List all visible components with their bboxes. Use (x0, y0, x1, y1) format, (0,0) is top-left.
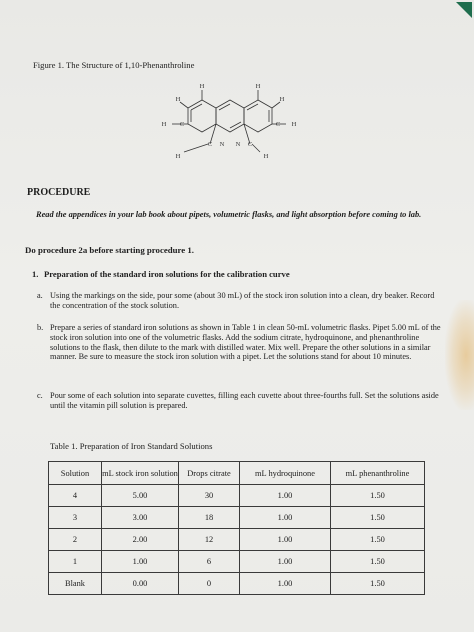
section-title: Preparation of the standard iron solutions for the calibration curve (44, 269, 290, 279)
atom-label: H (175, 96, 181, 103)
corner-triangle-mark (456, 2, 472, 18)
table-caption: Table 1. Preparation of Iron Standard Solutions (50, 441, 213, 451)
paper-stain (445, 300, 474, 410)
item-letter-a: a. (37, 291, 43, 300)
atom-label: C (179, 121, 185, 128)
table-cell: 18 (179, 507, 240, 529)
table-cell: 3.00 (102, 507, 179, 529)
table-row (49, 573, 425, 595)
table-cell: 1.00 (240, 507, 331, 529)
figure-caption: Figure 1. The Structure of 1,10-Phenanthroline (33, 60, 195, 70)
table-cell: 1.50 (331, 529, 425, 551)
table-cell: 1.00 (240, 485, 331, 507)
column-header: mL stock iron solution (102, 462, 179, 485)
table-cell: 1.00 (102, 551, 179, 573)
table-cell: 1.00 (240, 551, 331, 573)
item-text-a: Using the markings on the side, pour some (about 30 mL) of the stock iron solution into a clean, dry beaker. Record the concentration of the stock solution. (50, 291, 435, 310)
table-cell: 30 (179, 485, 240, 507)
item-text-b: Prepare a series of standard iron solutions as shown in Table 1 in clean 50-mL volumetric flasks. Pipet 5.00 mL of the stock iron solution into one of the volumetric flasks. Add the sodium citrate, hydroquinone, and phenanthroline solutions to the flask, then dilute to the mark with distilled water. Mix well. Prepare the other solutions in a similar manner. Be sure to measure the stock iron solution with a pipet. Let the solutions stand for about 10 minutes. (50, 323, 441, 362)
atom-label: C (275, 121, 281, 128)
item-letter-b: b. (37, 323, 44, 332)
column-header: mL phenanthroline (331, 462, 425, 485)
table-row (49, 485, 425, 507)
atom-label: C (207, 141, 213, 148)
column-header: Drops citrate (179, 462, 240, 485)
table-cell: Blank (49, 573, 102, 595)
item-text-c: Pour some of each solution into separate cuvettes, filling each cuvette about three-fourths full. Set the solutions aside until the vitamin pill solution is prepared. (50, 391, 439, 410)
table-cell: 1.00 (240, 529, 331, 551)
table-cell: 1 (49, 551, 102, 573)
table-cell: 1.50 (331, 507, 425, 529)
molecule-bonds (172, 90, 286, 144)
table-cell: 5.00 (102, 485, 179, 507)
atom-label: H (263, 153, 269, 160)
atom-label: N (235, 141, 241, 148)
atom-label: C (247, 141, 253, 148)
column-header: Solution (49, 462, 102, 485)
table-row (49, 529, 425, 551)
table-cell: 1.50 (331, 573, 425, 595)
table-cell: 2.00 (102, 529, 179, 551)
pre-procedure-note: Do procedure 2a before starting procedure 1. (25, 245, 194, 255)
atom-label: N (219, 141, 225, 148)
atom-label: H (279, 96, 285, 103)
atom-label: H (255, 83, 261, 90)
table-cell: 1.50 (331, 551, 425, 573)
table-cell: 0 (179, 573, 240, 595)
table-cell: 6 (179, 551, 240, 573)
table-row (49, 507, 425, 529)
table-cell: 1.50 (331, 485, 425, 507)
column-header: mL hydroquinone (240, 462, 331, 485)
intro-text: Read the appendices in your lab book about pipets, volumetric flasks, and light absorption before coming to lab. (36, 210, 422, 219)
table-cell: 1.00 (240, 573, 331, 595)
section-number: 1. (32, 269, 39, 279)
phenanthroline-structure (150, 78, 310, 168)
atom-label: H (175, 153, 181, 160)
table-cell: 2 (49, 529, 102, 551)
procedure-heading: PROCEDURE (27, 187, 91, 198)
iron-standards-table (48, 461, 425, 595)
atom-label: H (291, 121, 297, 128)
atom-label: H (161, 121, 167, 128)
table-cell: 4 (49, 485, 102, 507)
table-cell: 12 (179, 529, 240, 551)
table-header-row (49, 462, 425, 485)
item-letter-c: c. (37, 391, 43, 400)
table-row (49, 551, 425, 573)
atom-label: H (199, 83, 205, 90)
table-cell: 0.00 (102, 573, 179, 595)
table-cell: 3 (49, 507, 102, 529)
